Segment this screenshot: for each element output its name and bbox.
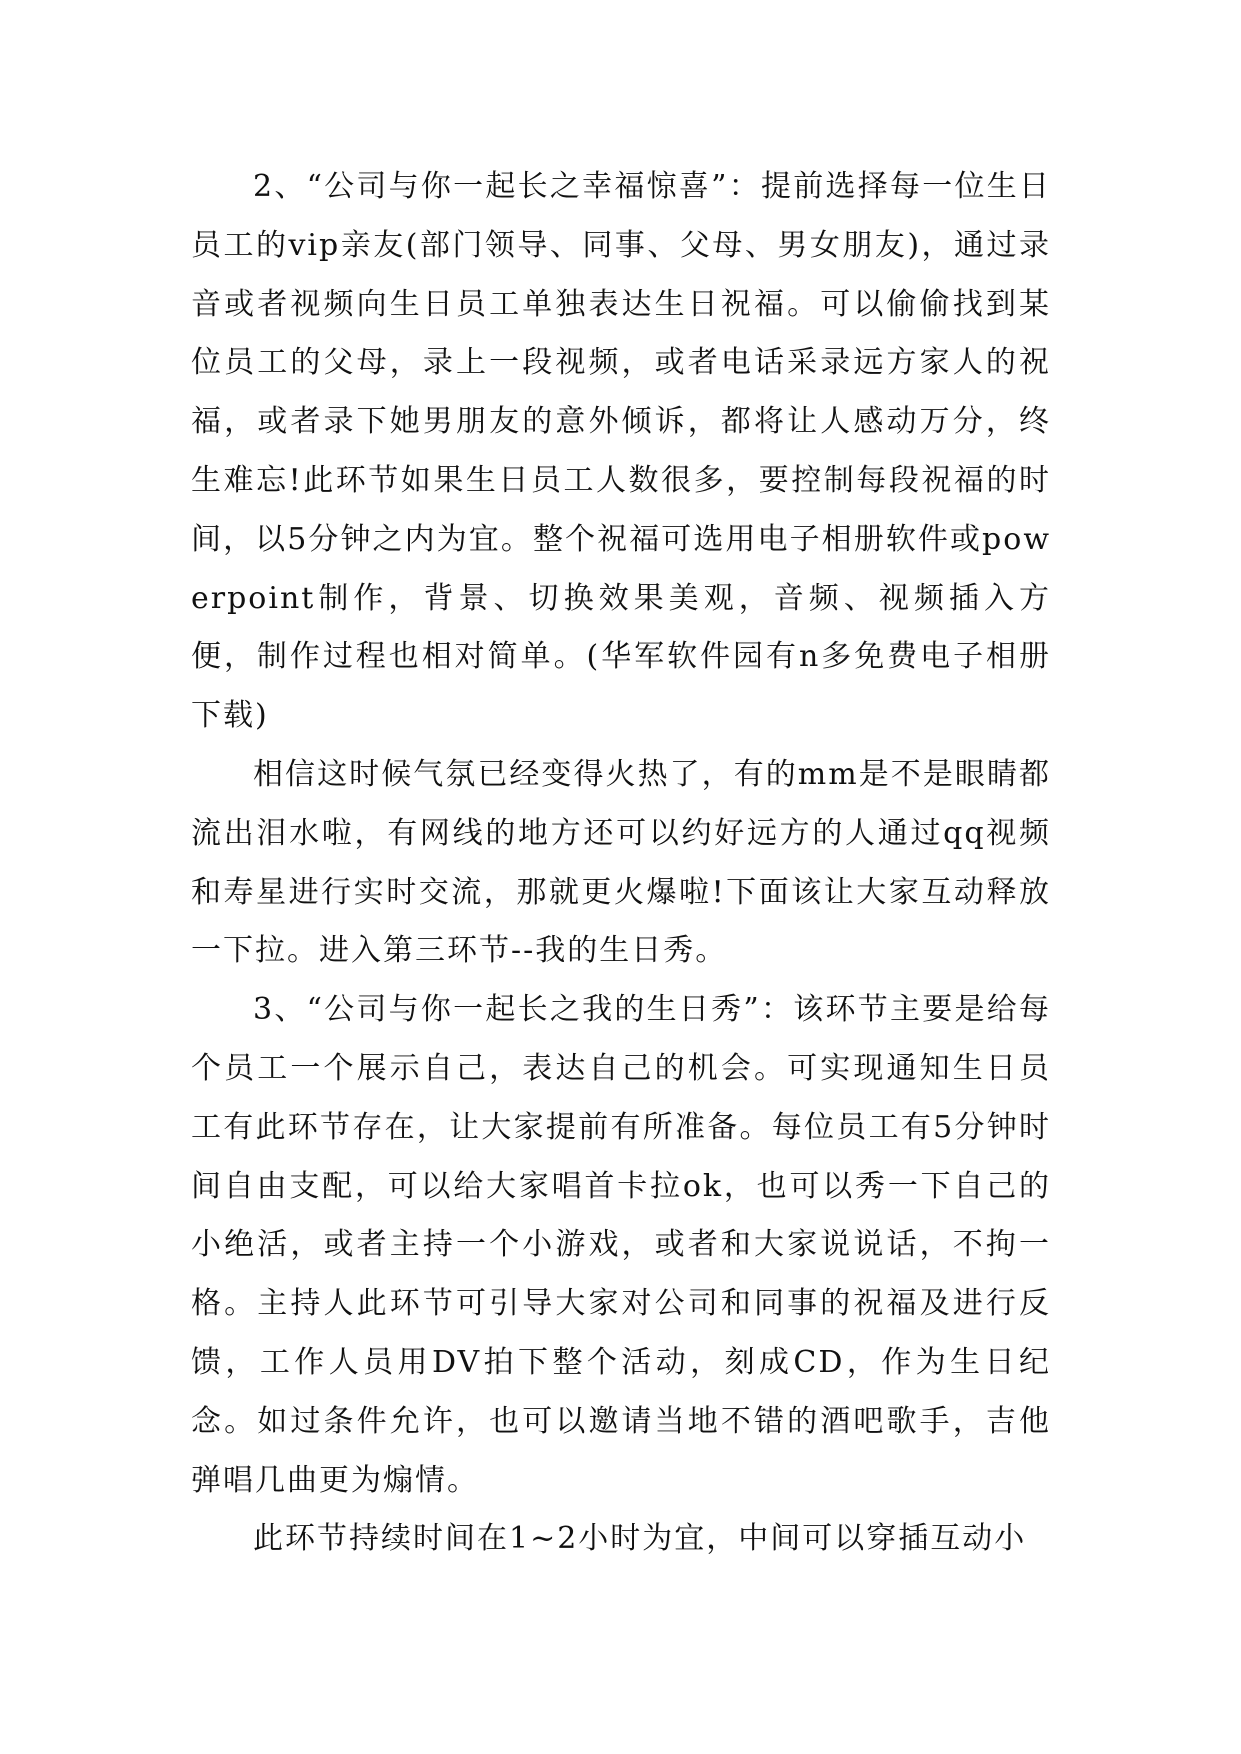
paragraph-birthday-surprise: 2、“公司与你一起长之幸福惊喜”：提前选择每一位生日员工的vip亲友(部门领导、同事、父母、男女朋友)，通过录音或者视频向生日员工单独表达生日祝福。可以偷偷找到某位员工的父母，录上一段视频，或者电话采录远方家人的祝福，或者录下她男朋友的意外倾诉，都将让人感动万分，终生难忘!此环节如果生日员工人数很多，要控制每段祝福的时间，以5分钟之内为宜。整个祝福可选用电子相册软件或powerpoint制作，背景、切换效果美观，音频、视频插入方便，制作过程也相对简单。(华军软件园有n多免费电子相册下载) — [191, 169, 1051, 734]
paragraph-atmosphere: 相信这时候气氛已经变得火热了，有的mm是不是眼睛都流出泪水啦，有网线的地方还可以约好远方的人通过qq视频和寿星进行实时交流，那就更火爆啦!下面该让大家互动释放一下拉。进入第三环节--我的生日秀。 — [191, 756, 1051, 969]
document-body — [191, 158, 1051, 1569]
paragraph-birthday-show: 3、“公司与你一起长之我的生日秀”：该环节主要是给每个员工一个展示自己，表达自己的机会。可实现通知生日员工有此环节存在，让大家提前有所准备。每位员工有5分钟时间自由支配，可以给大家唱首卡拉ok，也可以秀一下自己的小绝活，或者主持一个小游戏，或者和大家说说话，不拘一格。主持人此环节可引导大家对公司和同事的祝福及进行反馈，工作人员用DV拍下整个活动，刻成CD，作为生日纪念。如过条件允许，也可以邀请当地不错的酒吧歌手，吉他弹唱几曲更为煽情。 — [191, 992, 1051, 1498]
paragraph-duration: 此环节持续时间在1~2小时为宜，中间可以穿插互动小 — [253, 1521, 1027, 1557]
